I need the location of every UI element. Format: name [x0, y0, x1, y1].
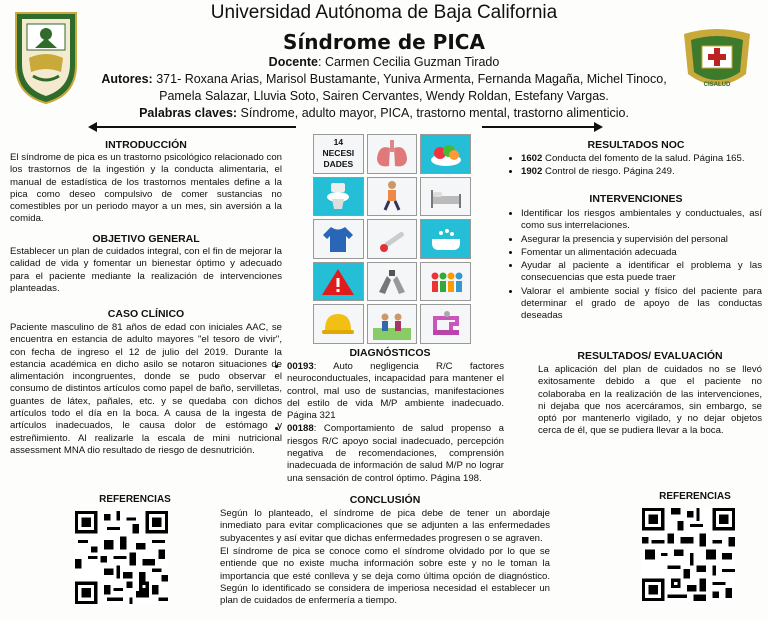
thermometer-icon	[367, 219, 418, 259]
hands-talking-icon	[367, 262, 418, 302]
intervencion-item: • Fomentar un alimentación adecuada	[521, 247, 762, 259]
intervencion-item: • Identificar los riesgos ambientales y conductuales, así como sus interrelaciones.	[521, 208, 762, 233]
evaluacion-title: RESULTADOS/ EVALUACIÓN	[577, 350, 723, 362]
intervencion-item: • Valorar el ambiente social y físico del paciente para determinar el grado de apoyo de las conductas deseadas	[521, 286, 762, 323]
keywords-text: Síndrome, adulto mayor, PICA, trastorno mental, trastorno alimenticio.	[237, 106, 629, 120]
lungs-icon	[367, 134, 418, 174]
uabc-logo	[13, 10, 79, 105]
diagnostico-text: : Comportamiento de salud propenso a riesgos R/C apoyo social inadecuado, percepción negativa de recomendaciones, comprensión inadecuada de información de salud M/P no lograr una sensación de control óptimo. Página 198.	[287, 423, 504, 484]
needs-label-1: 14	[333, 137, 344, 148]
noc-item	[521, 153, 762, 165]
sweater-icon	[313, 219, 364, 259]
helmet-icon	[313, 304, 364, 344]
noc-code: 1602	[521, 153, 543, 164]
conclusion-para-1: Según lo planteado, el síndrome de pica debe de tener un abordaje inmediato para evitar complicaciones que se adjunten a las enfermedades subyacentes y así evitar que dichas enfermedades progresen o se agraven.	[220, 508, 550, 544]
toilet-icon	[313, 177, 364, 217]
diagnosticos-list	[276, 361, 504, 486]
caso-text: Paciente masculino de 81 años de edad con iniciales AAC, se encuentra en estancia de adulto mayores "el tesoro de vivir", con fecha de ingreso el 12 de julio del 2019. Durante la estancia académica en dicho asilo se notaron situaciones de alimentación incongruentes, donde se pudo observar el consumo de distintos artículos como papel de baño, servilletas, guantes de látex, pañales, etc. y se quedaba con dichos artículos todo el día en la boca. A causa de la ingesta de artículos inadecuados, le causa dolor de estómago y estreñimiento. Al realizarle la escala de mini nutricional assessment MNA dio resultado de riesgo de desnutrición.	[10, 322, 282, 456]
autores-label: Autores:	[101, 72, 153, 86]
cisalud-top-text: C.A.B.C	[705, 25, 729, 31]
intervencion-item: • Asegurar la presencia y supervisión del personal	[521, 234, 762, 246]
needs-label-2: NECESI	[322, 148, 355, 159]
noc-text: Conducta del fomento de la salud. Página 165.	[542, 153, 745, 164]
noc-text: Control de riesgo. Página 249.	[542, 166, 675, 178]
bath-icon	[420, 219, 471, 259]
caso-title: CASO CLÍNICO	[107, 308, 185, 320]
docente-line	[0, 54, 768, 71]
diagnostico-item	[287, 423, 504, 484]
noc-code: 1902	[521, 166, 543, 178]
family-icon	[367, 304, 418, 344]
university-name: Universidad Autónoma de Baja California	[210, 2, 558, 23]
intro-text: El síndrome de pica es un trastorno psicológico relacionado con los trastornos de la ingestión y la conducta alimentaria, el manual de estadística de los trastornos mentales define a la pica como deseo compulsivo de comer sustancias no comestibles por un periodo mayor a un mes, sin aversión a la comida.	[10, 152, 282, 225]
autores-line	[0, 71, 768, 88]
referencias-right-title: REFERENCIAS	[659, 491, 731, 502]
diagnostico-text: : Auto negligencia R/C factores neuroconductuales, incapacidad para mantener el control, mal uso de sustancias, manifestaciones del estilo de vida M/P ambiente inadecuado. Página 321	[287, 361, 504, 422]
necesidades-grid	[313, 134, 471, 344]
cisalud-logo	[680, 24, 754, 96]
noc-item	[521, 166, 762, 178]
warning-icon	[313, 262, 364, 302]
conclusion-para-2: El síndrome de pica se conoce como el síndrome olvidado por lo que se entiende que no existe mucha información sobre este y no le toman la importancia que esté conlleva y se deja como última opción de diagnóstico. Según lo identificado se considera de imperiosa necesidad el establecer un plan de cuidados de enfermería a tiempo.	[220, 546, 550, 607]
keywords-label: Palabras claves:	[139, 106, 238, 120]
autores-line-2: Pamela Salazar, Lluvia Soto, Sairen Cervantes, Wendy Roldan, Estefany Vargas.	[159, 89, 609, 103]
objetivo-text: Establecer un plan de cuidados integral, con el fin de mejorar la calidad de vida y fomentar un bienestar óptimo y adecuado para el paciente mediante la realización de intervenciones planteadas.	[10, 246, 282, 294]
food-bowl-icon	[420, 134, 471, 174]
docente-label: Docente	[268, 55, 318, 69]
people-icon	[420, 262, 471, 302]
necesidades-label	[313, 134, 364, 174]
intervencion-item: • Ayudar al paciente a identificar el problema y las consecuencias que esta puede traer	[521, 260, 762, 285]
rule-left	[96, 126, 296, 128]
referencias-left-title: REFERENCIAS	[99, 494, 171, 505]
cisalud-bottom-text: CISALUD	[703, 82, 731, 88]
autores-names-1: 371- Roxana Arias, Marisol Bustamante, Yuniva Armenta, Fernanda Magaña, Michel Tinoco,	[152, 72, 667, 86]
intervenciones-list	[510, 208, 762, 324]
conclusion-title: CONCLUSIÓN	[349, 494, 421, 506]
docente-name: : Carmen Cecilia Guzman Tirado	[318, 55, 500, 69]
sewing-machine-icon	[420, 304, 471, 344]
diagnostico-item	[287, 361, 504, 422]
referencias-right-qr-icon[interactable]	[642, 508, 735, 601]
diagnostico-code: 00188	[287, 423, 314, 435]
diagnosticos-title: DIAGNÓSTICOS	[349, 347, 431, 359]
arrow-right-icon	[594, 122, 603, 132]
diagnostico-code: 00193	[287, 361, 314, 372]
noc-list	[510, 153, 762, 180]
rule-right	[482, 126, 594, 128]
needs-label-3: DADES	[323, 159, 354, 170]
bed-icon	[420, 177, 471, 217]
keywords-line	[0, 105, 768, 122]
objetivo-title: OBJETIVO GENERAL	[92, 233, 200, 245]
intervenciones-title: INTERVENCIONES	[589, 193, 683, 205]
intro-title: INTRODUCCIÓN	[105, 139, 187, 151]
noc-title: RESULTADOS NOC	[587, 139, 685, 151]
walking-person-icon	[367, 177, 418, 217]
referencias-left-qr-icon[interactable]	[75, 511, 168, 604]
evaluacion-text: La aplicación del plan de cuidados no se llevó exitosamente debido a que el paciente no colaboraba en la realización de las intervenciones, ni dejaba que nos acercáramos, sin embargo, se optó por mantenerlo vigilado, y no dejar objetos cerca de él, que se pudiera llevar a la boca.	[538, 364, 762, 437]
poster-title: Síndrome de PICA	[283, 30, 485, 54]
arrow-left-icon	[88, 122, 97, 132]
